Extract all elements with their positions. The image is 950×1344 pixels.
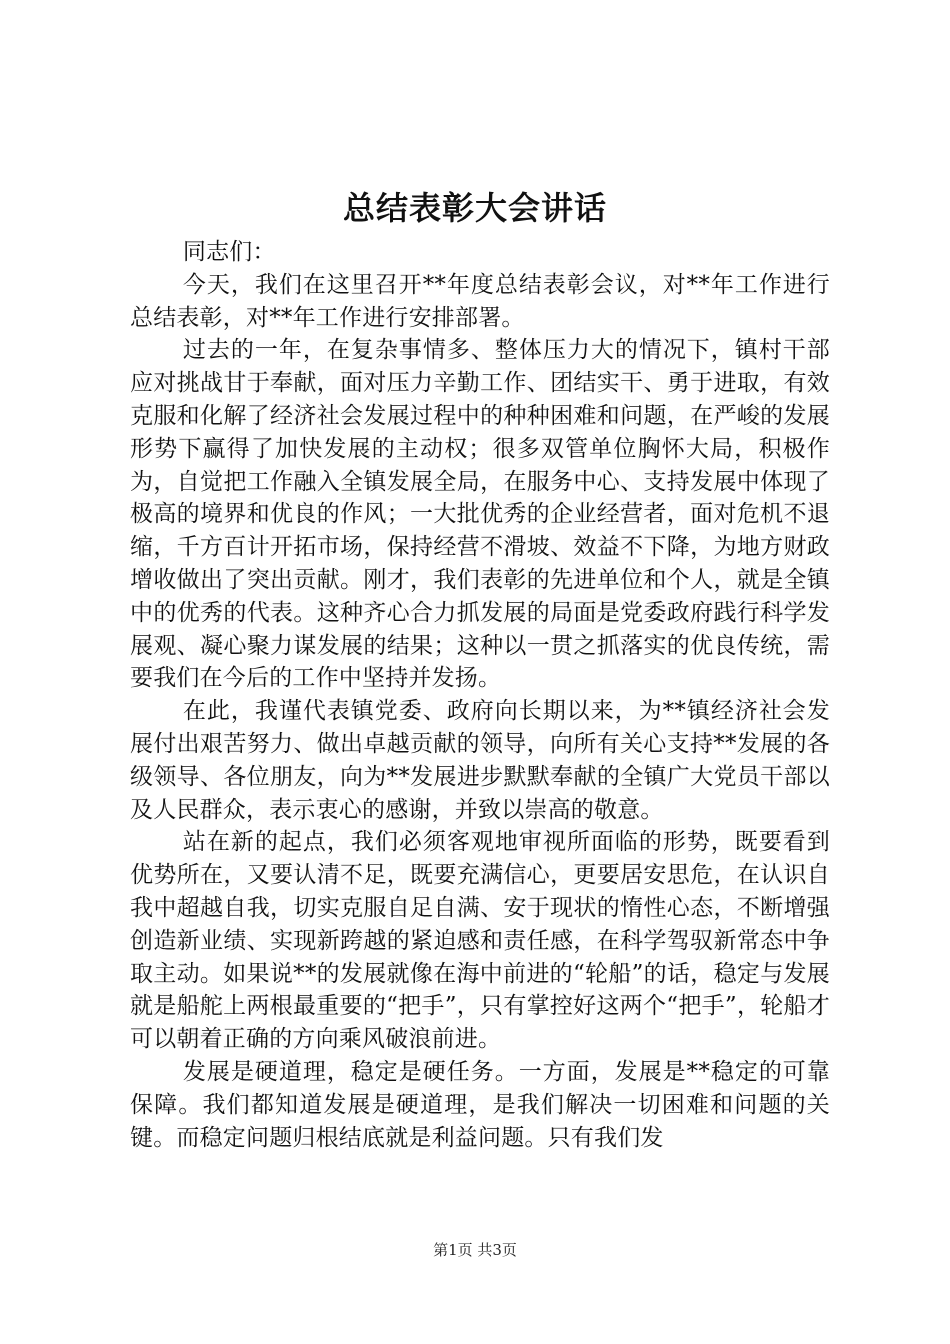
salutation-paragraph: 同志们： (182, 239, 276, 265)
document-title: 总结表彰大会讲话 (342, 189, 607, 227)
document-body (130, 236, 830, 1154)
body-paragraph: 在此，我谨代表镇党委、政府向长期以来，为**镇经济社会发展付出艰苦努力、做出卓越贡献的领导，向所有关心支持**发展的各级领导、各位朋友，向为**发展进步默默奉献的全镇广大党员干部以及人民群众，表示衷心的感谢，并致以崇高的敬意。 (130, 698, 830, 823)
body-paragraph: 站在新的起点，我们必须客观地审视所面临的形势，既要看到优势所在，又要认清不足，既要充满信心，更要居安思危，在认识自我中超越自我，切实克服自足自满、安于现状的惰性心态，不断增强创造新业绩、实现新跨越的紧迫感和责任感，在科学驾驭新常态中争取主动。如果说**的发展就像在海中前进的“轮船”的话，稳定与发展就是船舵上两根最重要的“把手”，只有掌控好这两个“把手”，轮船才可以朝着正确的方向乘风破浪前进。 (130, 829, 830, 1053)
body-paragraph: 今天，我们在这里召开**年度总结表彰会议，对**年工作进行总结表彰，对**年工作进行安排部署。 (130, 271, 830, 331)
body-paragraph: 过去的一年，在复杂事情多、整体压力大的情况下，镇村干部应对挑战甘于奉献，面对压力辛勤工作、团结实干、勇于进取，有效克服和化解了经济社会发展过程中的种种困难和问题，在严峻的发展形势下赢得了加快发展的主动权；很多双管单位胸怀大局，积极作为，自觉把工作融入全镇发展全局，在服务中心、支持发展中体现了极高的境界和优良的作风；一大批优秀的企业经营者，面对危机不退缩，千方百计开拓市场，保持经营不滑坡、效益不下降，为地方财政增收做出了突出贡献。刚才，我们表彰的先进单位和个人，就是全镇中的优秀的代表。这种齐心合力抓发展的局面是党委政府践行科学发展观、凝心聚力谋发展的结果；这种以一贯之抓落实的优良传统，需要我们在今后的工作中坚持并发扬。 (130, 337, 830, 692)
page-number-footer: 第1页 共3页 (433, 1241, 517, 1259)
body-paragraph: 发展是硬道理，稳定是硬任务。一方面，发展是**稳定的可靠保障。我们都知道发展是硬道理，是我们解决一切困难和问题的关键。而稳定问题归根结底就是利益问题。只有我们发 (130, 1058, 830, 1151)
